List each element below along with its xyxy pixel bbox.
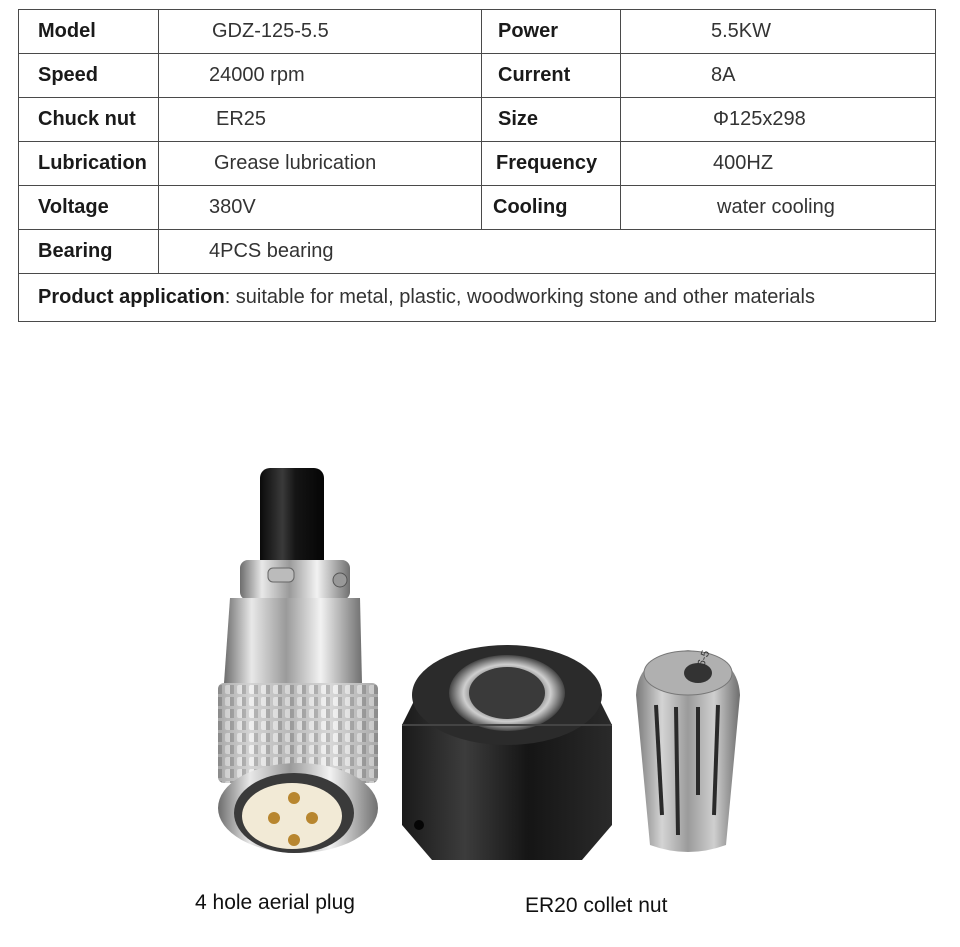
spec-row-chuck-nut [19,98,935,142]
spec-row-lubrication [19,142,935,186]
spec-label: Model [38,20,96,42]
spec-row-voltage [19,186,935,230]
spec-label: Cooling [493,196,568,218]
spec-value: 5.5KW [711,20,772,42]
spec-value: 4PCS bearing [209,240,334,262]
er-collet-image [628,645,748,860]
spec-label: Size [498,108,539,130]
spec-value: Φ125x298 [713,108,806,130]
collet-marking: 6-5 [695,648,713,669]
spec-label: Current [498,64,571,86]
spec-value: ER25 [216,108,267,130]
spec-table [18,9,936,322]
spec-row-bearing [19,230,935,274]
spec-row-application [19,274,935,321]
application-text: : suitable for metal, plastic, woodworking stone and other materials [224,286,815,308]
spec-label: Lubrication [38,152,147,174]
spec-label: Chuck nut [38,108,136,130]
spec-value: Grease lubrication [214,152,377,174]
spec-value: 24000 rpm [209,64,305,86]
spec-value: 400HZ [713,152,774,174]
spec-row-model [19,10,935,54]
application-label: Product application [38,286,225,308]
nut-caption: ER20 collet nut [525,894,668,917]
spec-label: Frequency [496,152,598,174]
aerial-plug-image [200,468,390,858]
spec-label: Power [498,20,559,42]
spec-value: water cooling [717,196,835,218]
spec-value: GDZ-125-5.5 [212,20,329,42]
spec-label: Voltage [38,196,109,218]
spec-value: 8A [711,64,736,86]
spec-label: Speed [38,64,99,86]
spec-label: Bearing [38,240,113,262]
spec-row-speed [19,54,935,98]
collet-nut-image [392,625,622,865]
spec-value: 380V [209,196,256,218]
plug-caption: 4 hole aerial plug [195,891,355,914]
